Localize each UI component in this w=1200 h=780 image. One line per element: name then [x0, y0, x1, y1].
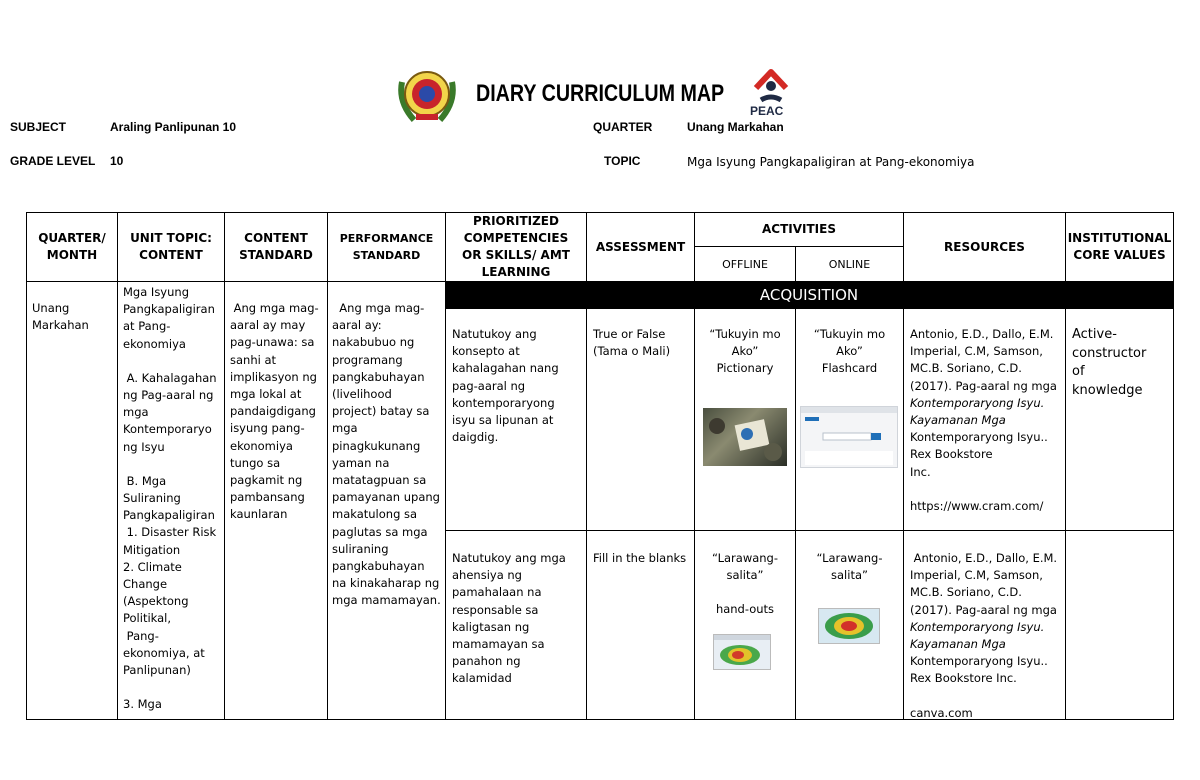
- text-line: Ang mga mag-: [230, 301, 319, 315]
- subject-value: Araling Panlipunan 10: [110, 120, 237, 134]
- grade-level-label: GRADE LEVEL: [10, 154, 96, 168]
- text-line: daigdig.: [452, 430, 499, 445]
- text-line: [123, 353, 223, 370]
- text-line: Pangkapaligiran: [123, 302, 215, 317]
- acquisition-band: ACQUISITION: [445, 281, 1173, 308]
- text-line: hand-outs: [715, 602, 775, 617]
- quarter-value: Unang Markahan: [687, 120, 784, 134]
- protest-photo-image: [703, 408, 787, 466]
- content-standard-cell: [230, 300, 326, 524]
- text-line: konsepto at: [452, 344, 520, 359]
- row1-core-values: [1072, 326, 1172, 400]
- text-line: nakabubuo ng: [332, 335, 415, 350]
- performance-standard-cell: [332, 300, 444, 610]
- row2-online-activity: [796, 550, 903, 584]
- text-line: Panlipunan): [123, 663, 191, 678]
- text-line: [910, 688, 1060, 705]
- text-line: Pangkapaligiran: [123, 508, 215, 523]
- grade-level-value: 10: [110, 154, 124, 168]
- text-line: pinagkukunang: [332, 438, 421, 453]
- text-line: programang: [332, 352, 403, 367]
- text-line: makatulong sa: [332, 507, 418, 522]
- text-line: Ako”: [836, 344, 863, 359]
- text-line: Pang-: [123, 628, 159, 643]
- text-line: [123, 456, 223, 473]
- text-line: at Pang-: [123, 319, 171, 334]
- text-line: [123, 679, 223, 696]
- header-resources: RESOURCES: [944, 239, 1025, 254]
- row2-competency: [452, 550, 584, 688]
- header-core-values: INSTITUTIONAL CORE VALUES: [1067, 231, 1172, 262]
- text-line: (2017). Pag-aaral ng mga: [910, 378, 1057, 393]
- text-line: Mga Isyung: [123, 285, 189, 299]
- peac-logo: [742, 56, 800, 120]
- text-line: project) batay sa: [332, 404, 430, 419]
- row1-online-activity: [796, 326, 903, 378]
- unit-topic-cell: [123, 284, 223, 713]
- text-line: aaral ay:: [332, 318, 382, 333]
- text-line: matatagpuan sa: [332, 473, 427, 488]
- text-line: salita”: [831, 568, 868, 583]
- text-line: Suliraning: [123, 491, 181, 506]
- text-line: ekonomiya: [230, 438, 293, 453]
- text-line: A. Kahalagahan: [123, 370, 217, 385]
- text-line: Natutukoy ang: [452, 327, 537, 341]
- text-line: Kontemporaryong Isyu..: [910, 430, 1048, 445]
- weather-map-image: [713, 634, 771, 670]
- text-line: pag-aaral ng: [452, 378, 526, 393]
- text-line: “Larawang-: [711, 551, 779, 565]
- text-line: tungo sa: [230, 455, 281, 470]
- text-line: Natutukoy ang mga: [452, 551, 566, 565]
- header-assessment: ASSESSMENT: [595, 239, 686, 254]
- page-title: DIARY CURRICULUM MAP: [476, 80, 725, 107]
- text-line: Mitigation: [123, 542, 181, 557]
- text-line: Kontemporaryo: [123, 422, 212, 437]
- text-line: na kinakaharap ng: [332, 576, 440, 591]
- text-line: Kayamanan Mga: [910, 637, 1006, 652]
- quarter-cell: Unang Markahan: [32, 301, 89, 333]
- text-line: Flashcard: [821, 361, 878, 376]
- text-line: mga: [123, 405, 149, 420]
- text-line: “Tukuyin mo: [813, 327, 886, 341]
- text-line: Kayamanan Mga: [910, 413, 1006, 428]
- text-line: constructor: [1072, 345, 1147, 361]
- text-line: Change: [123, 577, 168, 592]
- row2-resources: [910, 550, 1060, 722]
- text-line: True or False: [593, 327, 666, 341]
- text-line: Inc.: [910, 464, 931, 479]
- text-line: Kontemporaryong Isyu.: [910, 619, 1045, 634]
- text-line: ekonomiya: [123, 336, 186, 351]
- text-line: Ako”: [731, 344, 759, 359]
- row2-assessment: [593, 550, 693, 567]
- text-line: kontemporaryong: [452, 395, 555, 410]
- quarter-label: QUARTER: [593, 120, 653, 134]
- text-line: [910, 481, 1060, 498]
- text-line: pandaigdigang: [230, 404, 316, 419]
- row1-assessment: [593, 326, 693, 360]
- text-line: Ang mga mag-: [332, 301, 425, 315]
- text-line: Imperial, C.M, Samson,: [910, 568, 1043, 583]
- header-online: ONLINE: [828, 257, 871, 271]
- text-line: “Larawang-: [816, 551, 883, 565]
- text-line: kalamidad: [452, 671, 512, 686]
- text-line: Antonio, E.D., Dallo, E.M.: [910, 327, 1054, 341]
- text-line: panahon ng: [452, 654, 521, 669]
- text-line: mamamayan sa: [452, 637, 545, 652]
- header-competencies: PRIORITIZED COMPETENCIES OR SKILLS/ AMT LEARNING: [462, 214, 570, 279]
- text-line: “Tukuyin mo: [709, 327, 781, 341]
- text-line: sanhi at: [230, 352, 277, 367]
- text-line: (livelihood: [332, 387, 392, 402]
- text-line: [695, 584, 795, 601]
- peac-label: PEAC: [750, 104, 784, 118]
- text-line: pag-unawa: sa: [230, 335, 315, 350]
- header-unit-topic: UNIT TOPIC: CONTENT: [130, 231, 212, 262]
- text-line: (2017). Pag-aaral ng mga: [910, 602, 1057, 617]
- text-line: pamahalaan na: [452, 585, 542, 600]
- header-performance-standard: PERFORMANCE STANDARD: [339, 232, 434, 262]
- text-line: MC.B. Soriano, C.D.: [910, 585, 1022, 600]
- topic-value: Mga Isyung Pangkapaligiran at Pang-ekonomiya: [687, 155, 975, 169]
- text-line: Antonio, E.D., Dallo, E.M.: [910, 551, 1058, 565]
- text-line: kaligtasan ng: [452, 619, 530, 634]
- row1-resources: [910, 326, 1060, 515]
- text-line: salita”: [726, 568, 764, 583]
- school-seal-logo: [396, 62, 458, 126]
- text-line: (Tama o Mali): [593, 344, 671, 359]
- text-line: canva.com: [910, 705, 973, 720]
- text-line: kaunlaran: [230, 507, 288, 522]
- text-line: Rex Bookstore Inc.: [910, 671, 1017, 686]
- text-line: 3. Mga: [123, 697, 162, 712]
- text-line: of: [1072, 364, 1085, 379]
- text-line: B. Mga: [123, 473, 167, 488]
- text-line: ekonomiya, at: [123, 645, 205, 660]
- text-line: https://www.cram.com/: [910, 498, 1044, 513]
- text-line: mga lokal at: [230, 387, 302, 402]
- text-line: mga mamamayan.: [332, 593, 441, 608]
- header-activities: ACTIVITIES: [762, 222, 836, 236]
- text-line: yaman na: [332, 455, 390, 470]
- header-quarter-month: QUARTER/ MONTH: [38, 231, 106, 262]
- text-line: 1. Disaster Risk: [123, 525, 217, 540]
- text-line: 2. Climate: [123, 559, 182, 574]
- text-line: mga: [332, 421, 358, 436]
- text-line: Fill in the blanks: [593, 551, 687, 565]
- text-line: pangkabuhayan: [332, 559, 425, 574]
- text-line: Imperial, C.M, Samson,: [910, 344, 1043, 359]
- text-line: pamayanan upang: [332, 490, 440, 505]
- weather-radar-image: [818, 608, 880, 644]
- text-line: pagkamit ng: [230, 473, 303, 488]
- text-line: ng Pag-aaral ng: [123, 388, 214, 403]
- text-line: Politikal,: [123, 611, 172, 626]
- text-line: responsable sa: [452, 602, 539, 617]
- text-line: suliraning: [332, 541, 389, 556]
- text-line: aaral ay may: [230, 318, 306, 333]
- subject-label: SUBJECT: [10, 120, 67, 134]
- text-line: Rex Bookstore: [910, 447, 993, 462]
- text-line: ng Isyu: [123, 439, 165, 454]
- text-line: pambansang: [230, 490, 305, 505]
- row1-competency: [452, 326, 584, 446]
- text-line: isyung pang-: [230, 421, 305, 436]
- text-line: pangkabuhayan: [332, 369, 425, 384]
- topic-label: TOPIC: [604, 154, 641, 168]
- text-line: Kontemporaryong Isyu.: [910, 395, 1045, 410]
- row1-offline-activity: [695, 326, 795, 378]
- header-content-standard: CONTENT STANDARD: [239, 231, 313, 262]
- text-line: Kontemporaryong Isyu..: [910, 654, 1048, 669]
- text-line: kahalagahan nang: [452, 361, 559, 376]
- text-line: isyu sa lipunan at: [452, 413, 554, 428]
- text-line: Pictionary: [716, 361, 774, 376]
- text-line: ahensiya ng: [452, 568, 522, 583]
- text-line: MC.B. Soriano, C.D.: [910, 361, 1022, 376]
- cram-website-image: [800, 406, 898, 468]
- header-offline: OFFLINE: [722, 257, 768, 271]
- text-line: (Aspektong: [123, 594, 189, 609]
- text-line: Active-: [1072, 327, 1117, 342]
- row2-offline-activity: [695, 550, 795, 619]
- text-line: knowledge: [1072, 382, 1143, 398]
- text-line: implikasyon ng: [230, 369, 317, 384]
- text-line: paglutas sa mga: [332, 524, 428, 539]
